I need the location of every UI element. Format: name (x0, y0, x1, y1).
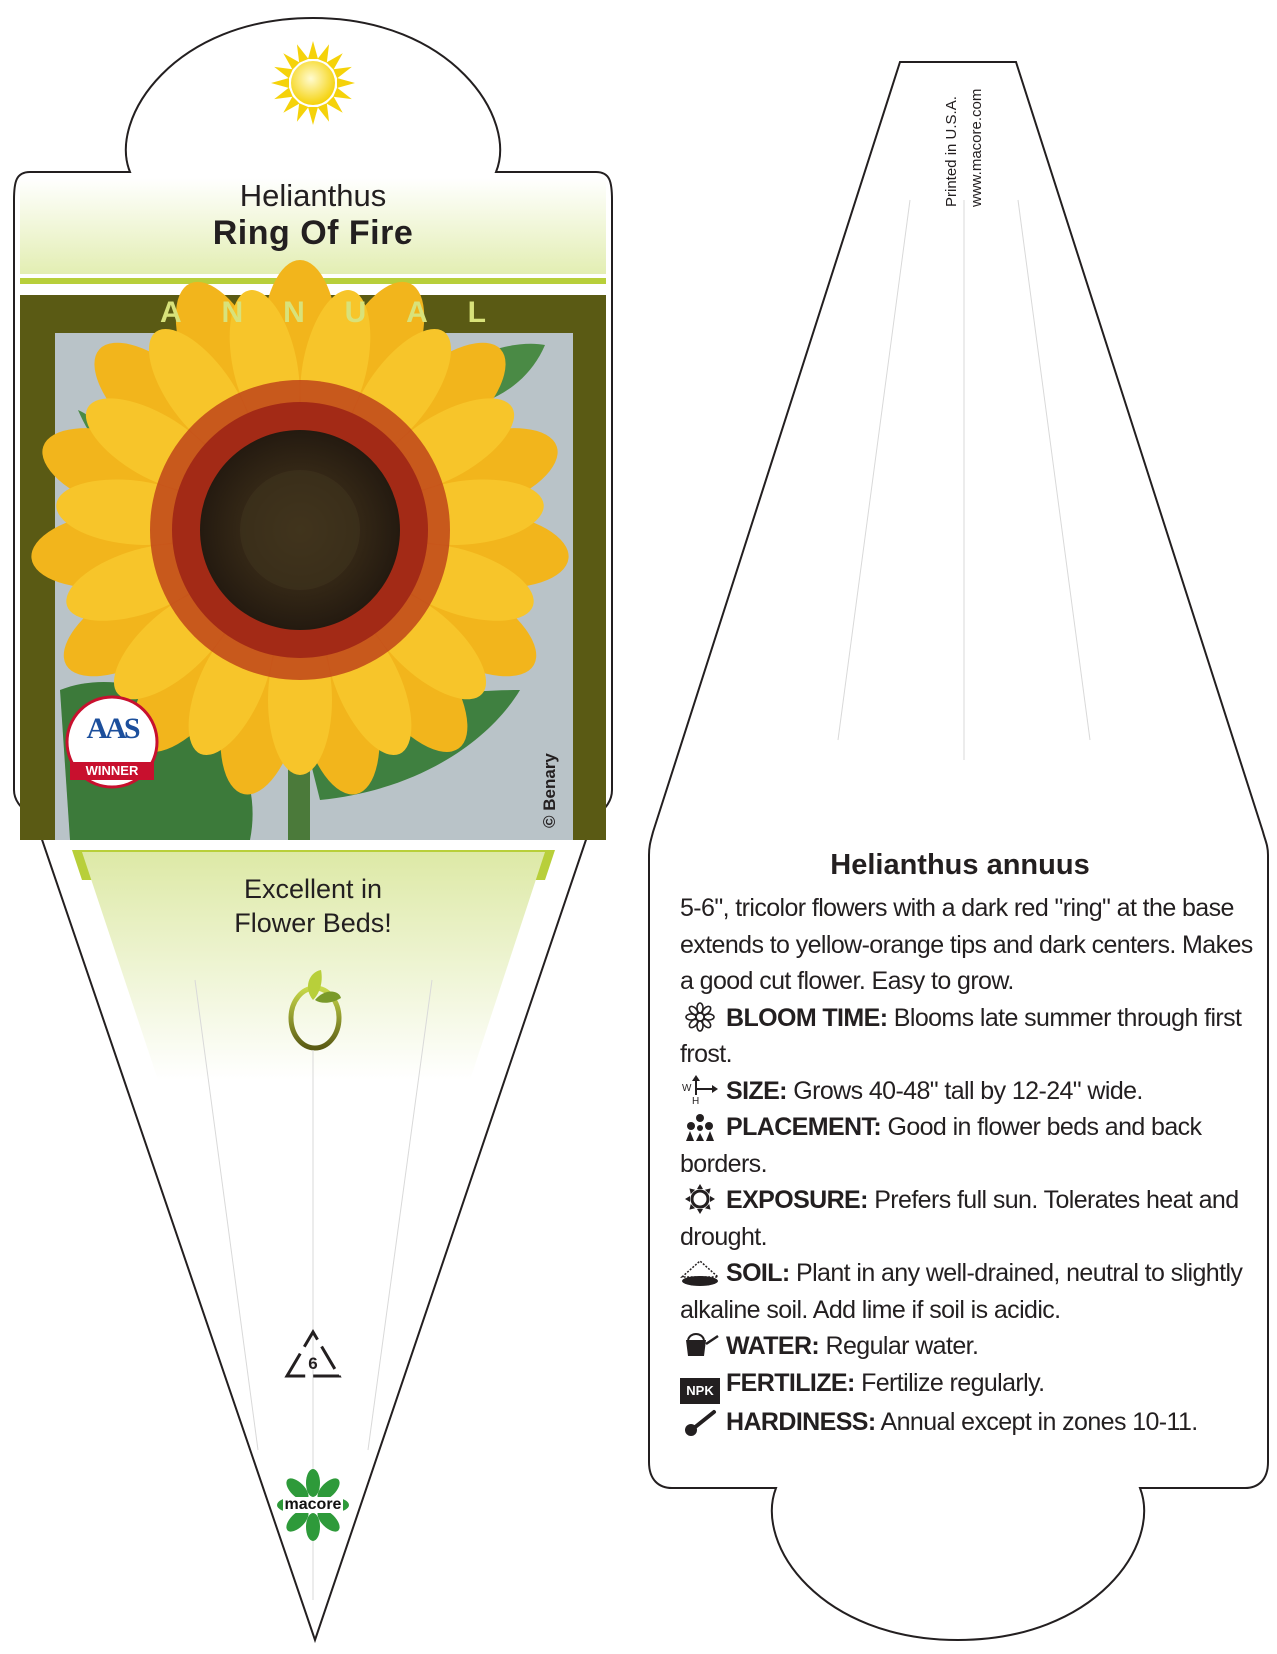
category-letter: L (467, 296, 486, 329)
soil-row (680, 1255, 1270, 1328)
soil-icon (680, 1257, 720, 1287)
placement-label: PLACEMENT: (726, 1113, 882, 1141)
watering-can-icon (680, 1330, 720, 1360)
category-letter: U (344, 296, 367, 329)
exposure-row (680, 1182, 1270, 1255)
placement-text: Good in flower beds and back borders. (680, 1113, 1202, 1178)
care-info (680, 890, 1270, 1440)
photo-copyright: © Benary (540, 753, 559, 828)
category-letter: A (160, 296, 182, 329)
npk-icon: NPK (680, 1378, 720, 1404)
placement-row (680, 1109, 1270, 1182)
species-name: Helianthus annuus (830, 849, 1090, 881)
hardiness-text: Annual except in zones 10-11. (880, 1407, 1198, 1436)
hardiness-label: HARDINESS: (726, 1407, 876, 1436)
plant-genus: Helianthus (239, 178, 387, 213)
description: 5-6", tricolor flowers with a dark red "ring" at the base extends to yellow-orange tips and dark centers. Makes a good cut flower. Easy to grow. (680, 894, 1253, 995)
category-letter: A (406, 296, 428, 329)
bloom-time-text: Blooms late summer through first frost. (680, 1003, 1242, 1068)
svg-text:H: H (692, 1095, 699, 1105)
bloom-time-row (680, 1000, 1270, 1073)
badge-winner-text: WINNER (85, 763, 139, 778)
fertilize-text: Fertilize regularly. (861, 1368, 1045, 1397)
svg-text:W: W (682, 1082, 691, 1094)
tagline (0, 872, 626, 940)
plant-cultivar: Ring Of Fire (212, 214, 414, 252)
category-label (20, 296, 606, 330)
placement-flowers-icon (680, 1111, 720, 1141)
thermometer-icon (680, 1406, 720, 1436)
bloom-time-label: BLOOM TIME: (726, 1003, 888, 1032)
tagline-line-2: Flower Beds! (234, 908, 392, 938)
website: www.macore.com (968, 88, 985, 207)
tagline-line-1: Excellent in (243, 874, 383, 904)
fertilize-label: FERTILIZE: (726, 1368, 855, 1397)
category-letter: N (221, 296, 244, 329)
size-text: Grows 40-48" tall by 12-24" wide. (793, 1076, 1143, 1105)
water-label: WATER: (726, 1332, 820, 1360)
printed-in: Printed in U.S.A. (943, 96, 960, 207)
sun-icon (271, 41, 355, 125)
hardiness-row (680, 1404, 1270, 1441)
size-arrows-icon (680, 1075, 720, 1105)
sun-exposure-icon (680, 1184, 720, 1214)
water-text: Regular water. (825, 1332, 979, 1360)
fertilize-row (680, 1365, 1270, 1404)
soil-text: Plant in any well-drained, neutral to slightly alkaline soil. Add lime if soil is acidic. (680, 1259, 1243, 1324)
water-row (680, 1328, 1270, 1365)
brand-name: macore (284, 1496, 342, 1513)
size-row (680, 1073, 1270, 1110)
badge-aas-text: AAS (86, 712, 138, 745)
exposure-label: EXPOSURE: (726, 1186, 868, 1214)
recycle-number: 6 (308, 1354, 318, 1373)
soil-label: SOIL: (726, 1259, 790, 1287)
category-letter: N (283, 296, 305, 329)
exposure-text: Prefers full sun. Tolerates heat and drought. (680, 1186, 1239, 1251)
size-label: SIZE: (726, 1076, 787, 1105)
flower-icon (680, 1002, 720, 1032)
